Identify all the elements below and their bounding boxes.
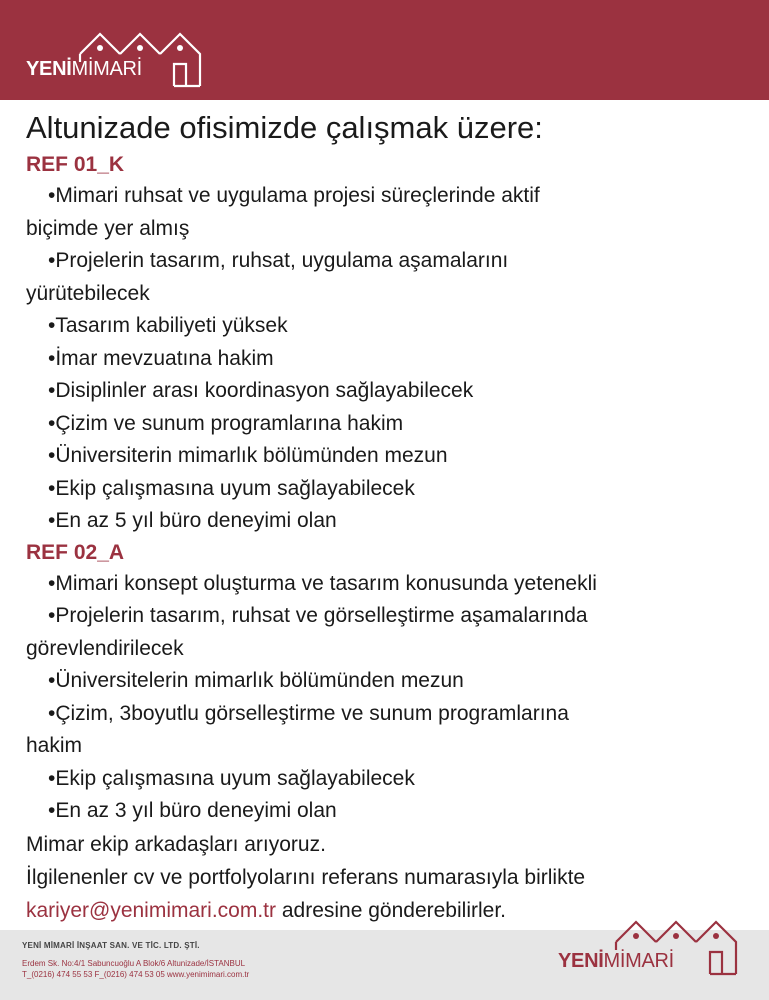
logo-wordmark: YENİMİMARİ (26, 58, 142, 80)
outro-line-1: Mimar ekip arkadaşları arıyoruz. (26, 832, 326, 856)
page-title: Altunizade ofisimizde çalışmak üzere: (26, 110, 543, 145)
footer-brand-logo (558, 912, 768, 1000)
list-item: •İmar mevzuatına hakim (48, 346, 274, 370)
company-phone-web: T_(0216) 474 55 53 F_(0216) 474 53 05 www.yenimimari.com.tr (22, 970, 250, 979)
list-item: •Tasarım kabiliyeti yüksek (48, 314, 288, 337)
company-address: Erdem Sk. No:4/1 Sabuncuoğlu A Blok/6 Altunizade/İSTANBUL (22, 959, 246, 968)
job-posting (26, 108, 766, 927)
list-item: •Üniversitelerin mimarlık bölümünden mezun (48, 669, 464, 692)
email-link[interactable]: kariyer@yenimimari.com.tr (26, 898, 277, 922)
brand-logo (26, 24, 226, 90)
list-item: •En az 3 yıl büro deneyimi olan (48, 799, 337, 822)
ref2-list (26, 568, 766, 828)
list-item: •Projelerin tasarım, ruhsat, uygulama aşamalarını yürütebilecek (26, 249, 509, 305)
list-item: •Projelerin tasarım, ruhsat ve görselleştirme aşamalarında görevlendirilecek (26, 604, 588, 660)
logo-wordmark: YENİMİMARİ (558, 950, 674, 972)
ref-code-2: REF 02_A (26, 540, 125, 564)
list-item: •Disiplinler arası koordinasyon sağlayabilecek (48, 379, 474, 402)
list-item: •Ekip çalışmasına uyum sağlayabilecek (48, 766, 415, 790)
list-item: •Çizim ve sunum programlarına hakim (48, 411, 404, 435)
company-name: YENİ MİMARİ İNŞAAT SAN. VE TİC. LTD. ŞTİ. (22, 941, 200, 950)
list-item: •Çizim, 3boyutlu görselleştirme ve sunum programlarına hakim (26, 701, 569, 757)
list-item: •En az 5 yıl büro deneyimi olan (48, 509, 337, 532)
outro-suffix: adresine gönderebilirler. (276, 898, 506, 922)
list-item: •Ekip çalışmasına uyum sağlayabilecek (48, 476, 415, 500)
list-item: •Üniversiterin mimarlık bölümünden mezun (48, 444, 448, 467)
outro-line-2: İlgilenenler cv ve portfolyolarını referans numarasıyla birlikte (26, 865, 586, 889)
list-item: •Mimari konsept oluşturma ve tasarım konusunda yetenekli (48, 571, 597, 595)
ref-code-1: REF 01_K (26, 153, 125, 176)
ref1-list (26, 180, 766, 538)
footer-contact (22, 940, 249, 980)
footer (0, 930, 769, 1000)
header-banner (0, 0, 769, 100)
list-item: •Mimari ruhsat ve uygulama projesi süreçlerinde aktif biçimde yer almış (26, 184, 540, 240)
